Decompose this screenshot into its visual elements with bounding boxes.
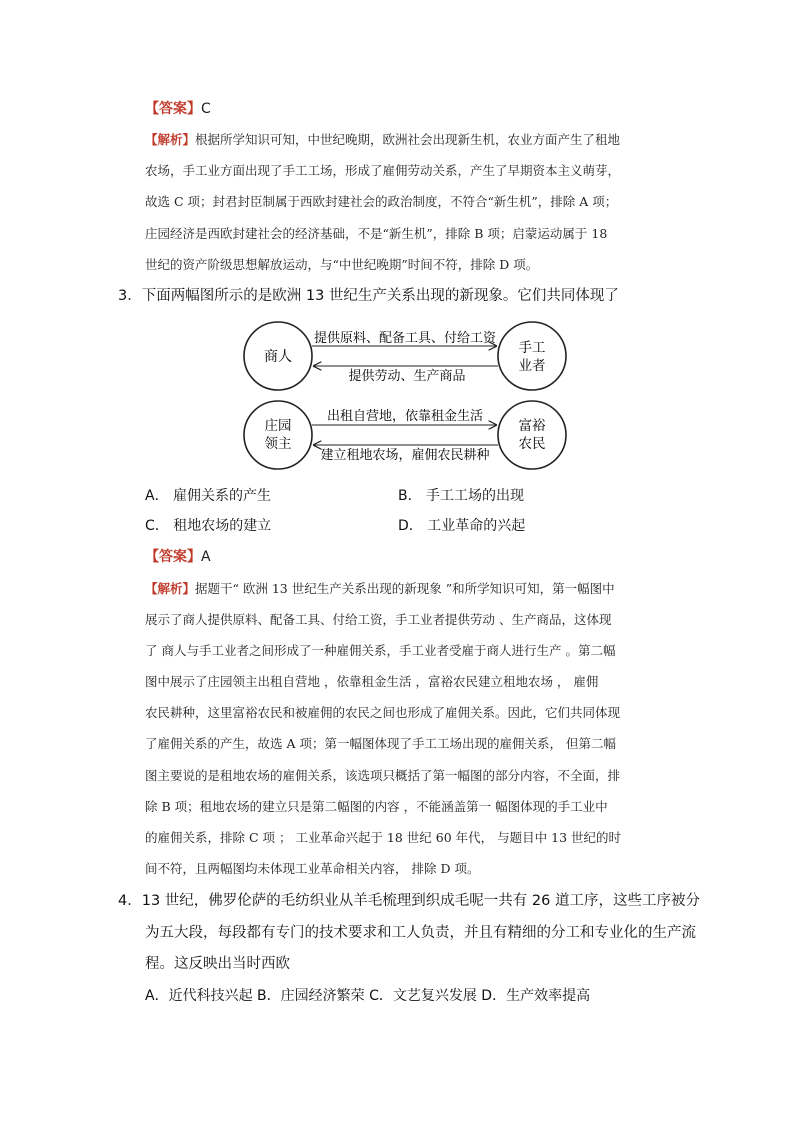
question-number: 3． bbox=[118, 288, 142, 304]
merchant-label: 商人 bbox=[264, 349, 292, 365]
option-c: C． 租地农场的建立 bbox=[145, 518, 272, 534]
artisan-label-2: 业者 bbox=[518, 358, 546, 374]
q2-analysis-line-2: 农场，手工业方面出现了手工工场，形成了雇佣劳动关系，产生了早期资本主义萌芽， bbox=[145, 163, 621, 178]
q4-stem-line-1 bbox=[118, 892, 700, 910]
rich-farmer-label-2: 农民 bbox=[518, 436, 546, 452]
option-b: B． 手工工场的出现 bbox=[398, 488, 525, 504]
arrow-top-right-label: 提供原料、配备工具、付给工资 bbox=[313, 331, 497, 346]
q2-analysis-line-5: 世纪的资产阶级思想解放运动，与“中世纪晚期”时间不符，排除 D 项。 bbox=[145, 257, 539, 272]
q3-analysis-line-8: 除 B 项；租地农场的建立只是第二幅图的内容 ，不能涵盖第一 幅图体现的手工业中 bbox=[145, 799, 608, 814]
relation-diagram bbox=[230, 318, 580, 476]
arrow-bottom-left-label: 建立租地农场，雇佣农民耕种 bbox=[320, 448, 490, 463]
arrow-top-left-label: 提供劳动、生产商品 bbox=[348, 369, 466, 384]
q4-stem-line-3: 程。这反映出当时西欧 bbox=[145, 956, 290, 972]
artisan-node bbox=[498, 322, 566, 390]
artisan-label-1: 手工 bbox=[518, 340, 546, 356]
lord-label-1: 庄园 bbox=[264, 418, 292, 434]
q2-analysis-line-1: 【解析】根据所学知识可知，中世纪晚期，欧洲社会出现新生机，农业方面产生了租地 bbox=[145, 132, 621, 147]
q3-analysis-line-3: 了 商人与手工业者之间形成了一种雇佣关系，手工业者受雇于商人进行生产 。第二幅 bbox=[145, 643, 616, 658]
q3-analysis-line-6: 了雇佣关系的产生，故选 A 项；第一幅图体现了手工工场出现的雇佣关系， 但第二幅 bbox=[145, 736, 616, 751]
analysis-label: 【解析】 bbox=[145, 581, 196, 596]
lord-node bbox=[244, 401, 312, 469]
q3-analysis-line-4: 图中展示了庄园领主出租自营地 ，依靠租金生活 ，富裕农民建立租地农场 ， 雇佣 bbox=[145, 674, 599, 689]
q3-analysis-line-5: 农民耕种，这里富裕农民和被雇佣的农民之间也形成了雇佣关系。因此，它们共同体现 bbox=[145, 705, 621, 720]
q3-analysis-line-1: 【解析】据题干“ 欧洲 13 世纪生产关系出现的新现象 ”和所学知识可知，第一幅图中 bbox=[145, 581, 615, 596]
q2-analysis-line-3: 故选 C 项；封君封臣制属于西欧封建社会的政治制度，不符合“新生机”，排除 A 项； bbox=[145, 194, 618, 209]
answer-label: 【答案】 bbox=[145, 549, 201, 565]
analysis-label: 【解析】 bbox=[145, 132, 196, 147]
question-text: 13 世纪，佛罗伦萨的毛纺织业从羊毛梳理到织成毛呢一共有 26 道工序，这些工序被分 bbox=[141, 893, 700, 909]
answer-value: A bbox=[201, 549, 211, 565]
q3-analysis-line-9: 的雇佣关系，排除 C 项 ； 工业革命兴起于 18 世纪 60 年代， 与题目中 13 世纪的时 bbox=[145, 830, 621, 845]
answer-label: 【答案】 bbox=[145, 101, 201, 117]
q4-stem-line-2: 为五大段，每段都有专门的技术要求和工人负责，并且有精细的分工和专业化的生产流 bbox=[145, 925, 696, 941]
rich-farmer-node bbox=[498, 401, 566, 469]
question-number: 4． bbox=[118, 893, 142, 909]
q3-analysis-line-10: 间不符，且两幅图均未体现工业革命相关内容， 排除 D 项。 bbox=[145, 861, 480, 876]
option-d: D． 工业革命的兴起 bbox=[398, 518, 526, 534]
q4-options: A．近代科技兴起 B．庄园经济繁荣 C．文艺复兴发展 D．生产效率提高 bbox=[145, 988, 591, 1004]
q2-analysis-line-4: 庄园经济是西欧封建社会的经济基础，不是“新生机”，排除 B 项；启蒙运动属于 18 bbox=[145, 226, 608, 241]
arrow-bottom-right-label: 出租自营地，依靠租金生活 bbox=[326, 409, 484, 424]
q3-analysis-line-7: 图主要说的是租地农场的雇佣关系，该选项只概括了第一幅图的部分内容，不全面，排 bbox=[145, 768, 621, 783]
q2-answer bbox=[145, 100, 211, 118]
lord-label-2: 领主 bbox=[264, 436, 292, 452]
option-a: A． 雇佣关系的产生 bbox=[145, 488, 272, 504]
q3-stem bbox=[118, 287, 619, 305]
q3-answer bbox=[145, 548, 211, 566]
answer-value: C bbox=[201, 101, 211, 117]
question-text: 下面两幅图所示的是欧洲 13 世纪生产关系出现的新现象。它们共同体现了 bbox=[141, 288, 619, 304]
rich-farmer-label-1: 富裕 bbox=[518, 418, 546, 434]
q3-analysis-line-2: 展示了商人提供原料、配备工具、付给工资，手工业者提供劳动 、生产商品，这体现 bbox=[145, 612, 612, 627]
